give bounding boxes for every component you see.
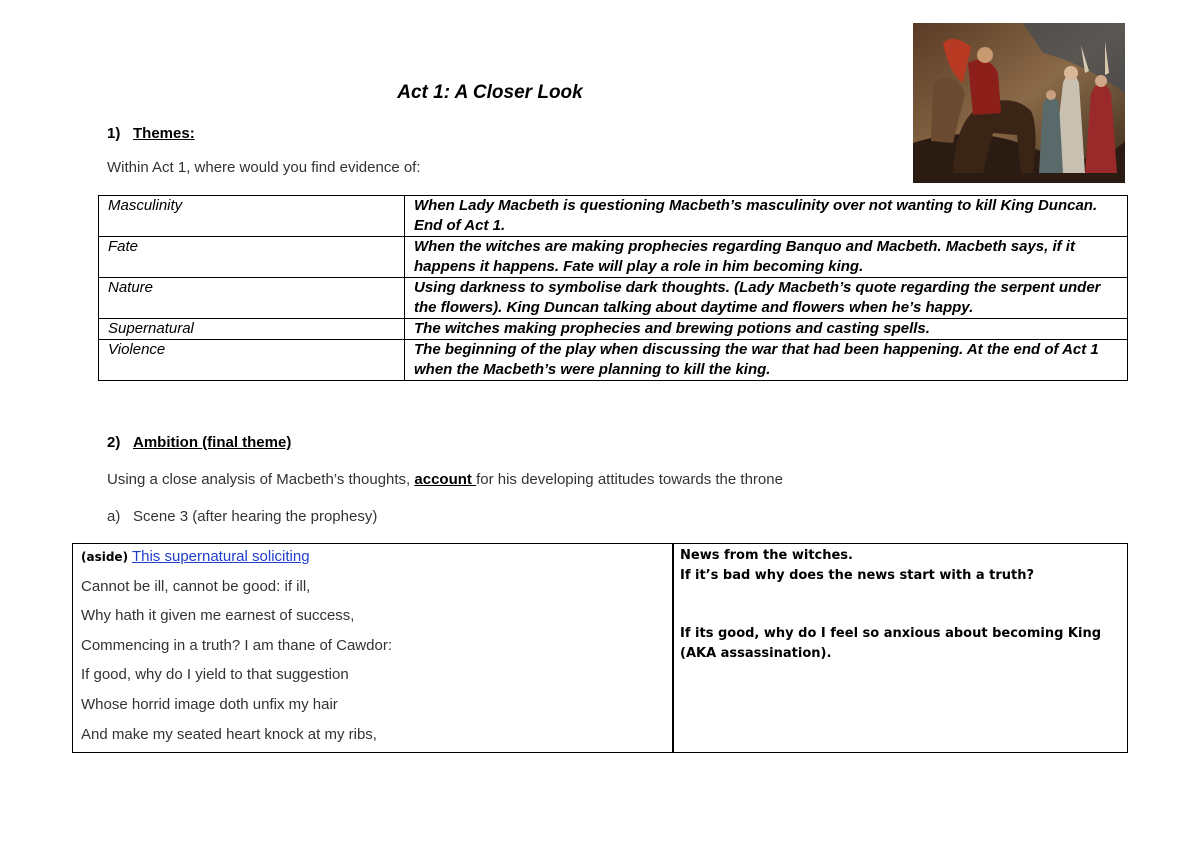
sub-question-text: Scene 3 (after hearing the prophesy) [133, 508, 378, 525]
table-row [99, 340, 1128, 381]
evidence-cell: When Lady Macbeth is questioning Macbeth’s masculinity over not wanting to kill King Duncan. End of Act 1. [405, 196, 1128, 237]
quote-line: And make my seated heart knock at my ribs, [81, 725, 377, 743]
task-keyword: account [414, 471, 477, 488]
sub-question-label: a) [107, 508, 121, 525]
theme-cell: Nature [99, 278, 405, 319]
analysis-note: If its good, why do I feel so anxious about becoming King (AKA assassination). [680, 626, 1102, 661]
theme-cell: Supernatural [99, 319, 405, 340]
task-text: Using a close analysis of Macbeth’s thoughts, [107, 471, 415, 488]
section-heading-themes [107, 125, 195, 142]
sub-question [107, 508, 377, 525]
themes-table [98, 195, 1128, 381]
column-divider [672, 544, 674, 752]
evidence-cell: Using darkness to symbolise dark thoughts. (Lady Macbeth’s quote regarding the serpent under the flowers). King Duncan talking about daytime and flowers when he’s happy. [405, 278, 1128, 319]
analysis-note: News from the witches. [680, 548, 853, 563]
section-number: 1) [107, 125, 121, 142]
quote-line [81, 546, 392, 576]
themes-intro: Within Act 1, where would you find evidence of: [107, 159, 421, 176]
macbeth-witches-painting [913, 23, 1125, 183]
quote-line: Cannot be ill, cannot be good: if ill, [81, 577, 311, 595]
task-text: for his developing attitudes towards the throne [476, 471, 783, 488]
page-title: Act 1: A Closer Look [397, 82, 583, 103]
theme-cell: Masculinity [99, 196, 405, 237]
quote-line: Commencing in a truth? I am thane of Cawdor: [81, 636, 392, 654]
table-row [99, 278, 1128, 319]
theme-cell: Fate [99, 237, 405, 278]
quote-link[interactable]: This supernatural soliciting [131, 548, 310, 565]
task-instruction [107, 471, 783, 488]
quote-line: Whose horrid image doth unfix my hair [81, 695, 338, 713]
quote-line: If good, why do I yield to that suggestion [81, 666, 349, 684]
analysis-note: If it’s bad why does the news start with a truth? [680, 568, 1035, 583]
table-row [99, 319, 1128, 340]
quote-analysis-box [72, 543, 1128, 753]
analysis-column [680, 546, 1120, 664]
aside-label: (aside) [81, 550, 129, 564]
table-row [99, 196, 1128, 237]
section-heading-ambition [107, 434, 291, 451]
table-row [99, 237, 1128, 278]
evidence-cell: The witches making prophecies and brewing potions and casting spells. [405, 319, 1128, 340]
evidence-cell: When the witches are making prophecies regarding Banquo and Macbeth. Macbeth says, if it happens it happens. Fate will play a role in him becoming king. [405, 237, 1128, 278]
quote-column [81, 546, 392, 753]
section-title: Themes: [133, 125, 195, 142]
section-number: 2) [107, 434, 121, 451]
quote-line: Why hath it given me earnest of success, [81, 607, 355, 625]
section-title: Ambition (final theme) [133, 434, 292, 451]
evidence-cell: The beginning of the play when discussing the war that had been happening. At the end of Act 1 when the Macbeth’s were planning to kill the king. [405, 340, 1128, 381]
theme-cell: Violence [99, 340, 405, 381]
